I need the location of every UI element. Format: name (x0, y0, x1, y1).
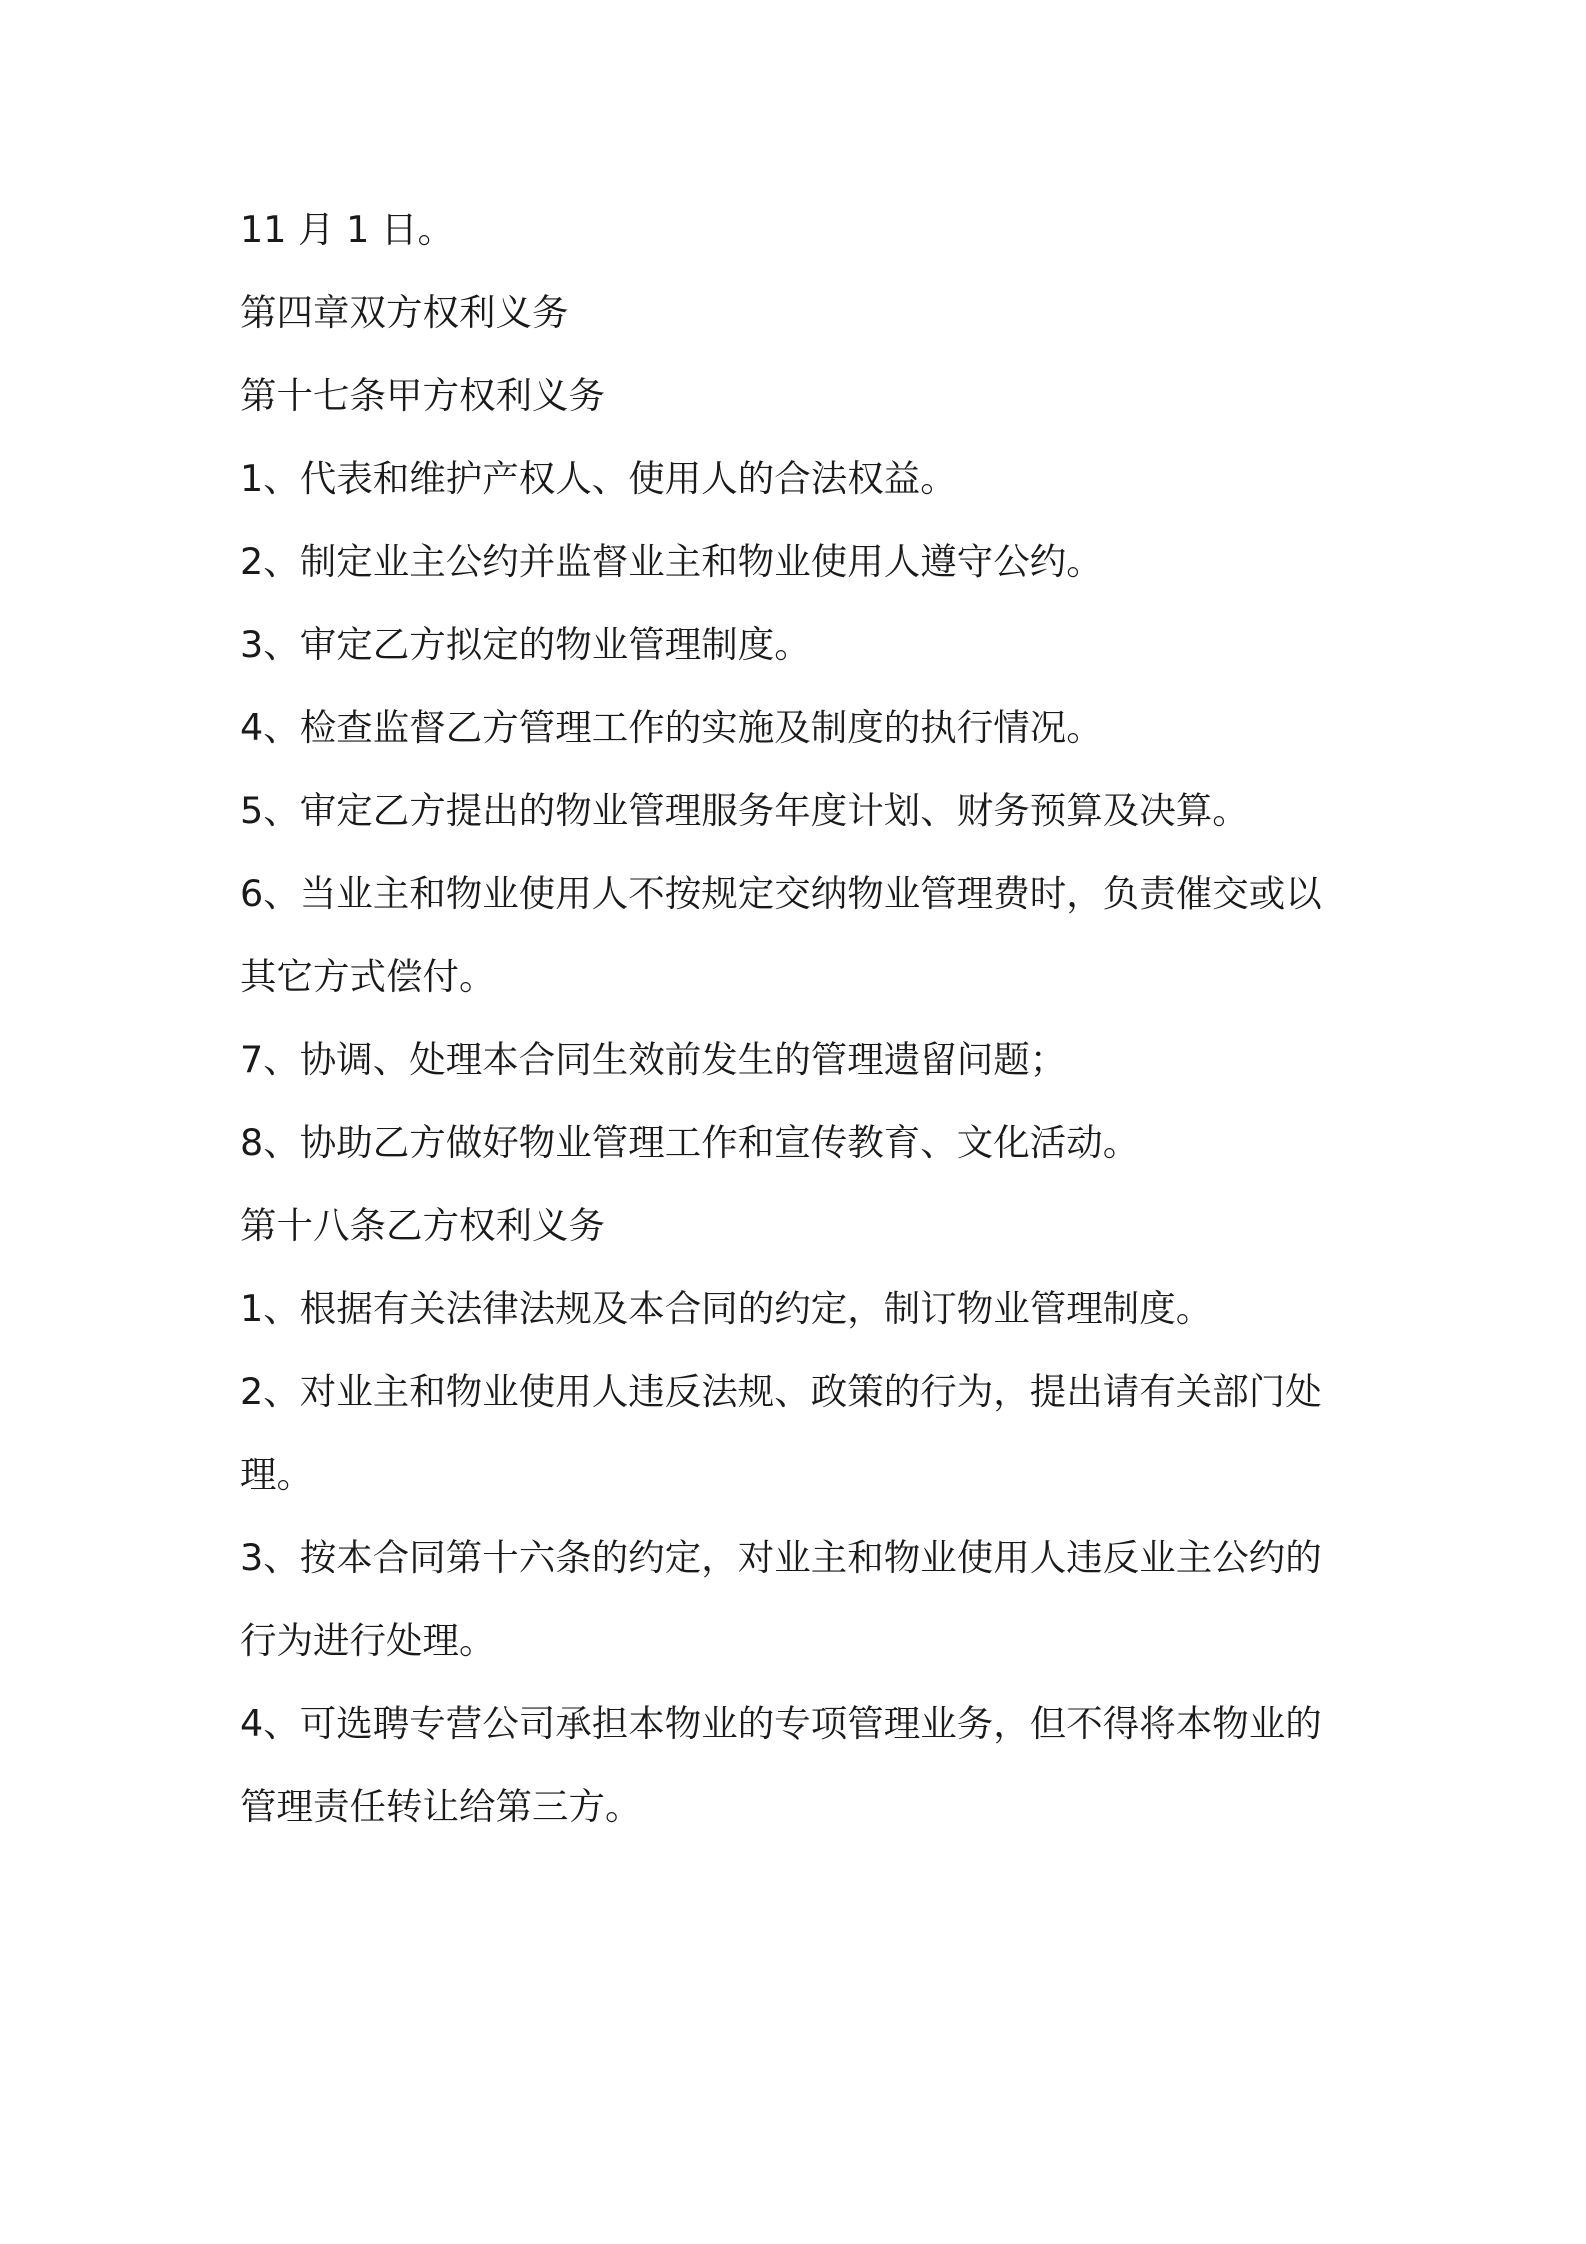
article-17-item-6-cont: 其它方式偿付。 (240, 955, 496, 998)
date-line: 11 月 1 日。 (240, 208, 454, 251)
article-17-heading: 第十七条甲方权利义务 (240, 374, 605, 417)
article-18-item-2-cont: 理。 (240, 1453, 313, 1496)
article-18-item-1: 1、根据有关法律法规及本合同的约定，制订物业管理制度。 (240, 1287, 1213, 1330)
article-18-item-3-cont: 行为进行处理。 (240, 1619, 496, 1662)
article-17-item-6: 6、当业主和物业使用人不按规定交纳物业管理费时，负责催交或以 (240, 872, 1322, 915)
article-18-item-3: 3、按本合同第十六条的约定，对业主和物业使用人违反业主公约的 (240, 1536, 1322, 1579)
article-18-item-2: 2、对业主和物业使用人违反法规、政策的行为，提出请有关部门处 (240, 1370, 1322, 1413)
article-17-item-7: 7、协调、处理本合同生效前发生的管理遗留问题； (240, 1038, 1067, 1081)
article-17-item-1: 1、代表和维护产权人、使用人的合法权益。 (240, 457, 957, 500)
article-18-heading: 第十八条乙方权利义务 (240, 1204, 605, 1247)
article-18-item-4-cont: 管理责任转让给第三方。 (240, 1785, 642, 1828)
article-17-item-3: 3、审定乙方拟定的物业管理制度。 (240, 623, 811, 666)
chapter-heading: 第四章双方权利义务 (240, 291, 569, 334)
article-17-item-8: 8、协助乙方做好物业管理工作和宣传教育、文化活动。 (240, 1121, 1140, 1164)
article-17-item-4: 4、检查监督乙方管理工作的实施及制度的执行情况。 (240, 706, 1103, 749)
article-17-item-5: 5、审定乙方提出的物业管理服务年度计划、财务预算及决算。 (240, 789, 1249, 832)
article-18-item-4: 4、可选聘专营公司承担本物业的专项管理业务，但不得将本物业的 (240, 1702, 1322, 1745)
article-17-item-2: 2、制定业主公约并监督业主和物业使用人遵守公约。 (240, 540, 1103, 583)
